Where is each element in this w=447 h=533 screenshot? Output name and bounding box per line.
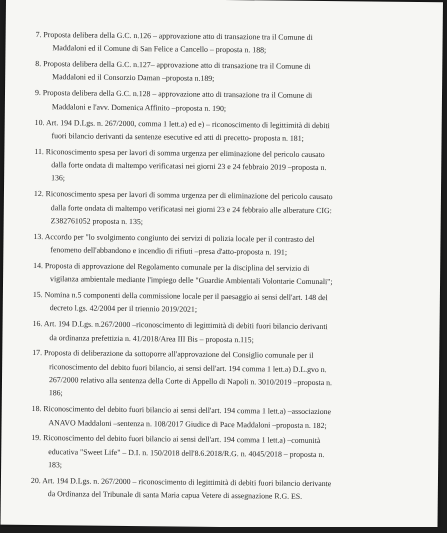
agenda-item-text: 19. Riconoscimento del debito fuori bilancio ai sensi dell'art. 194 comma 1 lett.a) –comunità — [31, 433, 321, 446]
agenda-item-text: 15. Nomina n.5 componenti della commissione locale per il paesaggio ai sensi dell'art. 148 del — [32, 290, 328, 303]
agenda-item — [33, 259, 427, 290]
agenda-item-continuation: da ordinanza prefettizia n. 41/2018/Area III Bis – proposta n.115; — [49, 332, 254, 344]
agenda-item — [35, 57, 429, 88]
agenda-item-text: 8. Proposta delibera della G.C. n.127– approvazione atto di transazione tra il Comune di — [35, 59, 311, 72]
agenda-item-text: 16. Art. 194 D.Lgs. n.267/2000 –riconoscimento di legittimità di debiti fuori bilancio derivanti — [32, 319, 328, 332]
agenda-item-text: 14. Proposta di approvazione del Regolamento comunale per la disciplina del servizio di — [33, 260, 310, 273]
agenda-item-text: 18. Riconoscimento del debito fuori bilancio ai sensi dell'art. 194 comma 1 lett.a) –associazione — [31, 404, 332, 417]
agenda-item-text: 11. Riconoscimento spesa per lavori di somma urgenza per eliminazione del pericolo causato — [34, 146, 325, 159]
agenda-item-continuation: 136; — [51, 173, 66, 183]
agenda-item — [31, 402, 425, 433]
agenda-item — [32, 346, 427, 403]
agenda-item-continuation: dalla forte ondata di maltempo verificatasi nei giorni 23 e 24 febbraio alle alberature CIG: — [50, 202, 332, 215]
agenda-item — [31, 431, 425, 475]
agenda-item — [31, 474, 425, 505]
agenda-item-continuation: educativa "Sweet Life" – D.I. n. 150/2018 dell'8.6.2018/R.G. n. 4045/2018 – proposta n. — [48, 446, 325, 459]
agenda-item — [34, 187, 428, 231]
agenda-item-continuation: 183; — [48, 460, 63, 470]
agenda-item — [34, 145, 428, 189]
agenda-item-continuation: riconoscimento del debito fuori bilancio, ai sensi dell'art. 194 comma 1 lett.a) D.L.gvo n. — [49, 361, 327, 374]
agenda-item — [33, 230, 427, 261]
agenda-item — [35, 116, 429, 147]
agenda-item-continuation: fenomeno dell'abbandono e incendio di rifiuti –presa d'atto-proposta n. 191; — [50, 245, 288, 257]
agenda-item-continuation: decreto l.gs. 42/2004 per il triennio 2019/2021; — [49, 303, 198, 315]
agenda-item-continuation: ANAVO Maddaloni –sentenza n. 108/2017 Giudice di Pace Maddaloni –proposta n. 182; — [48, 417, 327, 430]
agenda-item-text: 7. Proposta delibera della G.C. n.126 – approvazione atto di transazione tra il Comune di — [35, 30, 313, 42]
agenda-item-text: 17. Proposta di deliberazione da sottoporre all'approvazione del Consiglio comunale per il — [32, 348, 314, 361]
agenda-item-continuation: Maddaloni e l'avv. Domenica Affinito –proposta n. 190; — [51, 101, 227, 113]
agenda-item-continuation: Maddaloni ed il Comune di San Felice a Cancello – proposta n. 188; — [52, 43, 267, 55]
agenda-item-continuation: dalla forte ondata di maltempo verificatasi nei giorni 23 e 24 febbraio 2019 –proposta n. — [51, 160, 327, 173]
agenda-item — [35, 28, 429, 59]
agenda-item-continuation: 267/2000 relativo alla sentenza della Corte di Appello di Napoli n. 3010/2019 –proposta n. — [48, 375, 333, 388]
agenda-item-continuation: fuori bilancio derivanti da sentenze esecutive ed atti di precetto- proposta n. 181; — [51, 131, 304, 143]
agenda-item-continuation: da Ordinanza del Tribunale di santa Maria capua Vetere di assegnazione R.G. ES. — [47, 489, 303, 502]
agenda-item — [35, 86, 429, 117]
agenda-item-continuation: vigilanza ambientale mediante l'impiego delle "Guardie Ambientali Volontarie Comunali"; — [50, 274, 333, 287]
agenda-item-continuation: Z382761052 proposta n. 135; — [50, 216, 143, 226]
page-bottom-shadow — [0, 527, 447, 533]
agenda-item-text: 13. Accordo per "lo svolgimento congiunto dei servizi di polizia locale per il contrasto del — [33, 231, 315, 244]
agenda-item-text: 20. Art. 194 D.Lgs. n. 267/2000 – riconoscimento di legittimità di debiti fuori bilancio derivante — [30, 475, 332, 489]
agenda-item-continuation: 186; — [48, 388, 63, 398]
agenda-item — [32, 317, 426, 348]
agenda-item-text: 9. Proposta delibera della G.C. n.128 – approvazione atto di transazione tra il Comune di — [34, 88, 313, 101]
agenda-item-text: 12. Riconoscimento spesa per lavori di somma urgenza per di eliminazione del pericolo causato — [33, 189, 333, 202]
agenda-item-text: 10. Art. 194 D.Lgs. n. 267/2000, comma 1 lett.a) ed e) – riconoscimento di legittimità di debiti — [34, 117, 330, 130]
agenda-list — [31, 28, 430, 507]
agenda-item — [33, 288, 427, 319]
agenda-item-continuation: Maddaloni ed il Consorzio Daman –proposta n.189; — [52, 72, 215, 84]
